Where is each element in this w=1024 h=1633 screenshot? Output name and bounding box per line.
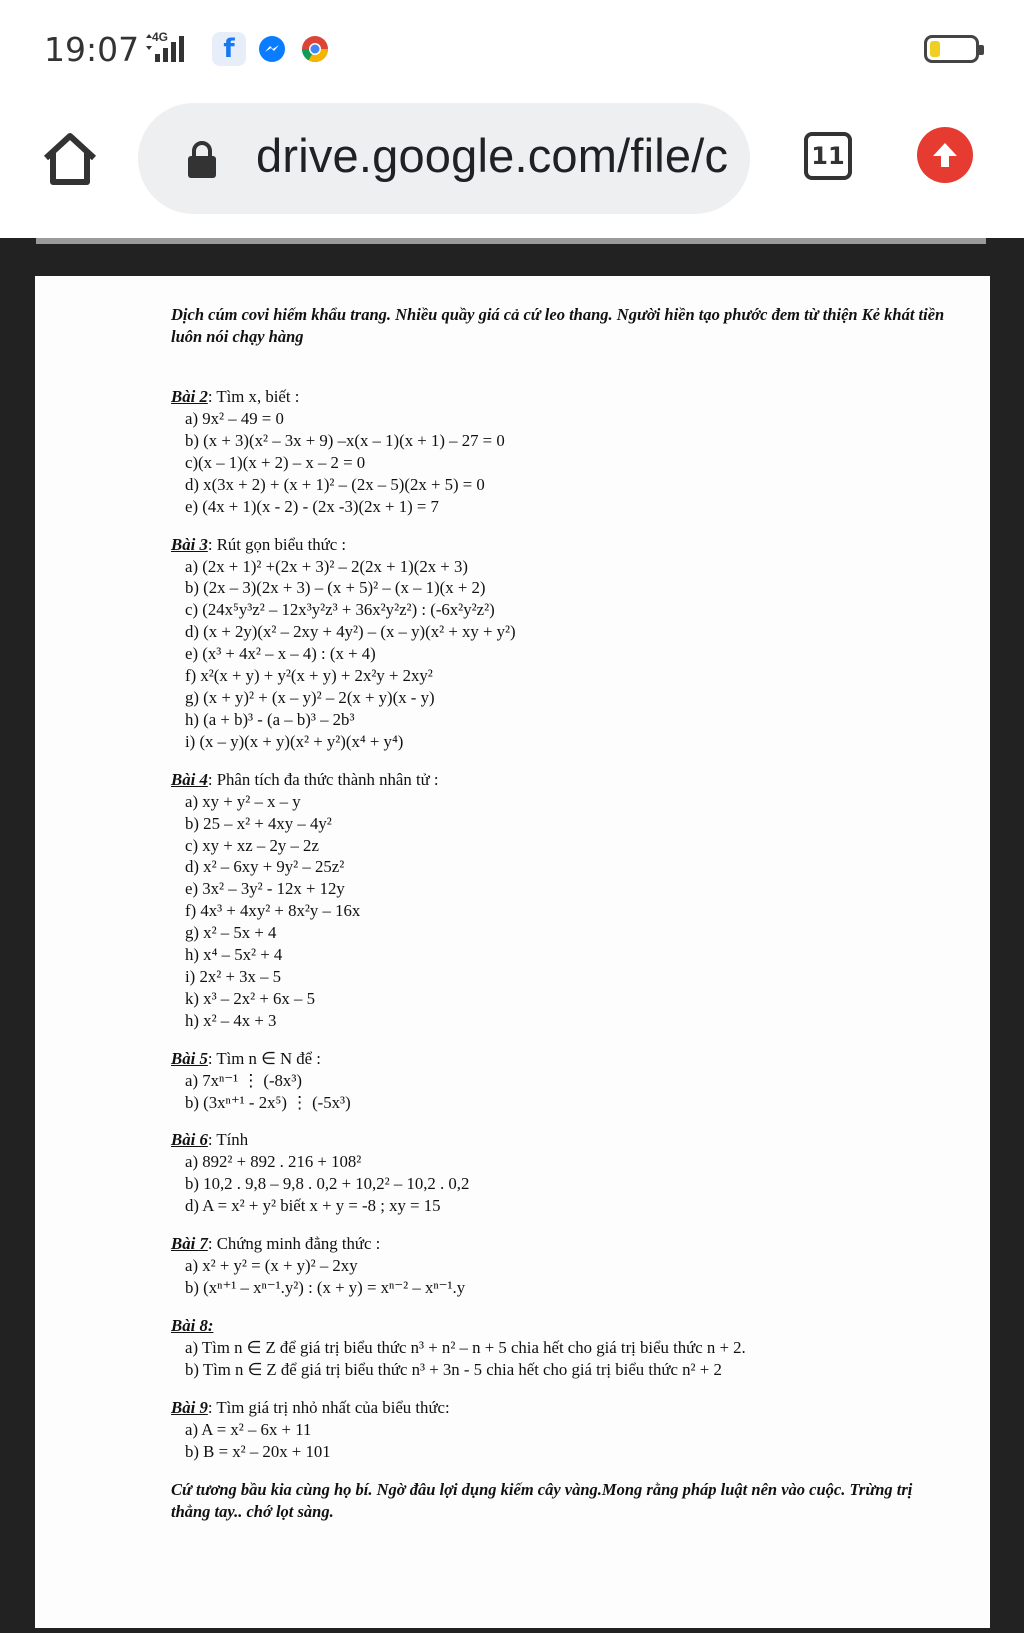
exercise-item: f) 4x³ + 4xy² + 8x²y – 16x xyxy=(185,901,361,921)
chrome-icon xyxy=(298,32,332,66)
viewer-divider xyxy=(36,238,986,244)
exercise-list xyxy=(171,386,951,1463)
exercise-item: b) (3xⁿ⁺¹ - 2x⁵) ⋮ (-5x³) xyxy=(185,1092,351,1112)
exercise-heading xyxy=(171,534,951,556)
exercise-item: e) (4x + 1)(x - 2) - (2x -3)(2x + 1) = 7 xyxy=(185,496,439,516)
exercise-section xyxy=(171,769,951,1032)
exercise-instruction: : Phân tích đa thức thành nhân tử : xyxy=(207,769,439,789)
update-button[interactable] xyxy=(917,127,973,183)
exercise-title: Bài 3 xyxy=(171,534,208,554)
exercise-item: c)(x – 1)(x + 2) – x – 2 = 0 xyxy=(185,452,366,472)
exercise-section xyxy=(171,386,951,518)
exercise-item: f) x²(x + y) + y²(x + y) + 2x²y + 2xy² xyxy=(185,666,433,686)
exercise-section xyxy=(171,1233,951,1299)
exercise-item: b) B = x² – 20x + 101 xyxy=(185,1441,331,1461)
exercise-instruction: : Chứng minh đẳng thức : xyxy=(207,1234,381,1254)
battery-icon xyxy=(924,35,979,63)
exercise-heading xyxy=(171,1315,951,1337)
exercise-item: h) x² – 4x + 3 xyxy=(185,1010,277,1030)
exercise-heading xyxy=(171,1233,951,1255)
messenger-icon xyxy=(255,32,289,66)
intro-text: Dịch cúm covi hiếm khẩu trang. Nhiều quầy giá cả cứ leo thang. Người hiền tạo phước đem từ thiện Kẻ khát tiền luôn nói chạy hàng xyxy=(171,305,945,346)
exercise-heading xyxy=(171,1048,951,1070)
outro-text: Cứ tương bầu kia cùng họ bí. Ngờ đâu lợi dụng kiếm cây vàng.Mong rằng pháp luật nên vào cuộc. Trừng trị thẳng tay.. chớ lọt sàng. xyxy=(171,1479,913,1521)
exercise-item: b) (2x – 3)(2x + 3) – (x + 5)² – (x – 1)(x + 2) xyxy=(185,578,486,598)
exercise-instruction: : Tìm n ∈ N để : xyxy=(207,1048,321,1068)
exercise-title: Bài 4 xyxy=(171,769,208,789)
exercise-item: a) A = x² – 6x + 11 xyxy=(185,1419,312,1439)
exercise-item: d) x² – 6xy + 9y² – 25z² xyxy=(185,857,345,877)
exercise-heading xyxy=(171,386,951,408)
exercise-item: a) 9x² – 49 = 0 xyxy=(185,409,284,428)
exercise-item: a) (2x + 1)² +(2x + 3)² – 2(2x + 1)(2x + 3) xyxy=(185,556,468,576)
exercise-item: a) xy + y² – x – y xyxy=(185,791,301,811)
url-text: drive.google.com/file/c xyxy=(256,129,729,182)
exercise-heading xyxy=(171,1397,951,1419)
exercise-item: g) (x + y)² + (x – y)² – 2(x + y)(x - y) xyxy=(185,687,435,707)
exercise-item: c) (24x⁵y³z² – 12x³y²z³ + 36x²y²z²) : (-6x²y²z²) xyxy=(185,600,495,620)
exercise-item: i) (x – y)(x + y)(x² + y²)(x⁴ + y⁴) xyxy=(185,731,404,751)
exercise-instruction: : Tìm x, biết : xyxy=(207,387,300,406)
exercise-title: Bài 7 xyxy=(171,1234,208,1254)
exercise-item: h) x⁴ – 5x² + 4 xyxy=(185,945,283,965)
exercise-item: e) 3x² – 3y² - 12x + 12y xyxy=(185,879,345,899)
exercise-instruction: : Tìm giá trị nhỏ nhất của biểu thức: xyxy=(207,1397,450,1417)
exercise-section xyxy=(171,1315,951,1381)
signal-icon xyxy=(143,30,199,66)
exercise-title: Bài 6 xyxy=(171,1130,208,1150)
facebook-icon: f xyxy=(212,32,246,66)
exercise-item: g) x² – 5x + 4 xyxy=(185,923,277,943)
exercise-title: Bài 9 xyxy=(171,1397,208,1417)
exercise-instruction: : Rút gọn biểu thức : xyxy=(207,534,347,554)
exercise-item: b) Tìm n ∈ Z để giá trị biểu thức n³ + 3n - 5 chia hết cho giá trị biểu thức n² + 2 xyxy=(185,1359,722,1379)
address-bar[interactable] xyxy=(138,103,750,214)
browser-toolbar xyxy=(0,100,1024,238)
exercise-section xyxy=(171,1048,951,1114)
exercise-item: b) 25 – x² + 4xy – 4y² xyxy=(185,813,332,833)
exercise-item: b) (x + 3)(x² – 3x + 9) –x(x – 1)(x + 1) – 27 = 0 xyxy=(185,430,505,450)
home-button[interactable] xyxy=(40,130,100,190)
exercise-item: i) 2x² + 3x – 5 xyxy=(185,966,282,986)
exercise-item: c) xy + xz – 2y – 2z xyxy=(185,835,319,855)
status-time: 19:07 xyxy=(44,30,140,69)
exercise-heading xyxy=(171,1129,951,1151)
exercise-item: e) (x³ + 4x² – x – 4) : (x + 4) xyxy=(185,644,376,664)
document-viewer[interactable] xyxy=(0,238,1024,1633)
exercise-item: d) A = x² + y² biết x + y = -8 ; xy = 15 xyxy=(185,1196,441,1216)
exercise-section xyxy=(171,1397,951,1463)
document-page xyxy=(35,276,990,1628)
exercise-item: d) (x + 2y)(x² – 2xy + 4y²) – (x – y)(x² + xy + y²) xyxy=(185,622,516,642)
exercise-instruction: : Tính xyxy=(207,1130,249,1150)
exercise-title: Bài 5 xyxy=(171,1048,208,1068)
exercise-title: Bài 8: xyxy=(171,1316,214,1335)
home-icon xyxy=(40,130,100,190)
tab-switcher-button[interactable]: 11 xyxy=(804,132,852,180)
arrow-up-icon xyxy=(930,140,960,170)
status-bar xyxy=(0,0,1024,100)
exercise-title: Bài 2 xyxy=(171,387,208,406)
exercise-section xyxy=(171,1129,951,1217)
exercise-item: k) x³ – 2x² + 6x – 5 xyxy=(185,988,315,1008)
exercise-item: b) 10,2 . 9,8 – 9,8 . 0,2 + 10,2² – 10,2 . 0,2 xyxy=(185,1174,470,1194)
exercise-section xyxy=(171,534,951,753)
exercise-item: h) (a + b)³ - (a – b)³ – 2b³ xyxy=(185,709,355,729)
exercise-item: a) Tìm n ∈ Z để giá trị biểu thức n³ + n² – n + 5 chia hết cho giá trị biểu thức n + 2. xyxy=(185,1338,746,1357)
exercise-item: a) 7xⁿ⁻¹ ⋮ (-8x³) xyxy=(185,1070,302,1090)
exercise-heading xyxy=(171,769,951,791)
exercise-item: b) (xⁿ⁺¹ – xⁿ⁻¹.y²) : (x + y) = xⁿ⁻² – xⁿ⁻¹.y xyxy=(185,1278,466,1298)
network-type: 4G xyxy=(152,30,169,44)
exercise-item: d) x(3x + 2) + (x + 1)² – (2x – 5)(2x + 5) = 0 xyxy=(185,474,485,494)
exercise-item: a) x² + y² = (x + y)² – 2xy xyxy=(185,1256,358,1276)
exercise-item: a) 892² + 892 . 216 + 108² xyxy=(185,1152,362,1172)
lock-icon xyxy=(185,139,219,179)
